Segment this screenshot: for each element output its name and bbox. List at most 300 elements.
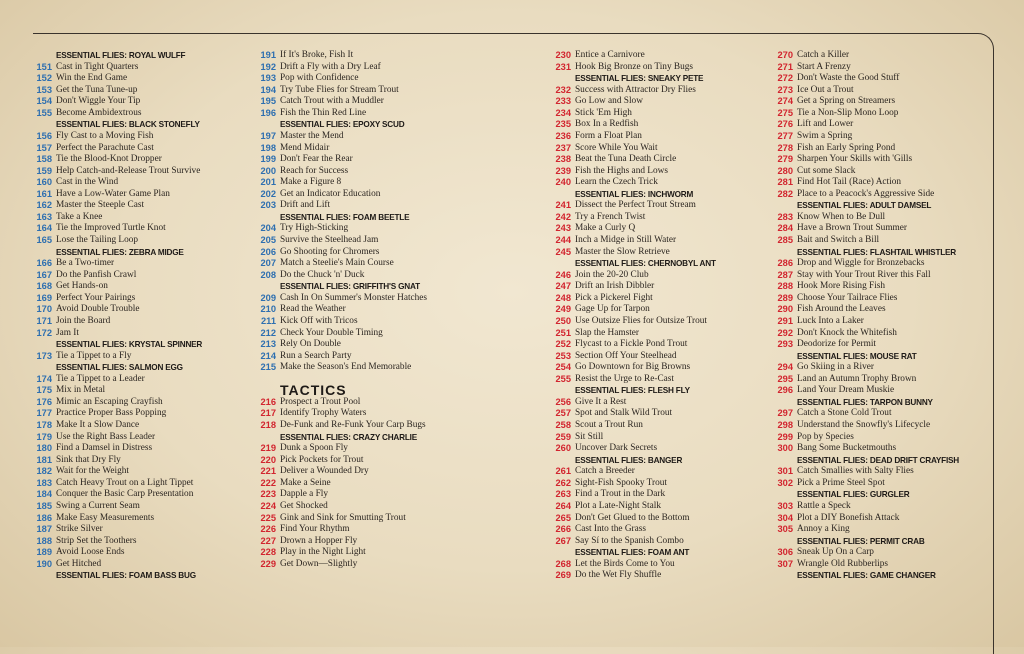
entry-number: 268 xyxy=(555,558,571,569)
entry-number: 169 xyxy=(36,292,52,303)
entry-number: 162 xyxy=(36,200,52,211)
entry-title: Find Hot Tail (Race) Action xyxy=(797,177,902,188)
entry-number: 260 xyxy=(555,443,571,454)
toc-entry[interactable] xyxy=(254,524,474,536)
toc-entry[interactable] xyxy=(771,374,991,386)
toc-entry[interactable] xyxy=(30,212,230,224)
toc-entry[interactable] xyxy=(254,351,474,363)
toc-entry[interactable] xyxy=(254,466,474,478)
entry-number: 194 xyxy=(260,84,276,95)
entry-title: Catch a Stone Cold Trout xyxy=(797,408,892,419)
entry-title: Have a Low-Water Game Plan xyxy=(56,188,170,199)
entry-number: 188 xyxy=(36,535,52,546)
toc-entry[interactable] xyxy=(771,154,991,166)
toc-entry[interactable] xyxy=(771,119,991,131)
toc-entry[interactable] xyxy=(30,351,230,363)
entry-number: 284 xyxy=(777,223,793,234)
toc-entry[interactable] xyxy=(254,108,474,120)
toc-entry[interactable] xyxy=(254,559,474,571)
toc-entry[interactable] xyxy=(30,108,230,120)
toc-entry[interactable] xyxy=(254,258,474,270)
toc-entry[interactable] xyxy=(549,432,759,444)
entry-number: 183 xyxy=(36,477,52,488)
essential-flies-header xyxy=(771,397,991,409)
entry-number: 191 xyxy=(260,50,276,60)
toc-entry[interactable] xyxy=(771,131,991,143)
toc-entry[interactable] xyxy=(549,166,759,178)
toc-entry[interactable] xyxy=(549,501,759,513)
entry-number: 179 xyxy=(36,431,52,442)
entry-title: Catch Trout with a Muddler xyxy=(280,96,384,107)
toc-entry[interactable] xyxy=(771,443,991,455)
toc-entry[interactable] xyxy=(549,374,759,386)
entry-title: Stay with Your Trout River this Fall xyxy=(797,269,931,280)
toc-entry[interactable] xyxy=(254,223,474,235)
essential-flies-header xyxy=(549,385,759,397)
toc-entry[interactable] xyxy=(30,547,230,559)
toc-entry[interactable] xyxy=(254,166,474,178)
entry-number: 187 xyxy=(36,524,52,535)
essential-flies-header xyxy=(30,362,230,374)
entry-title: Deliver a Wounded Dry xyxy=(280,466,369,477)
entry-number: 167 xyxy=(36,269,52,280)
entry-number: 228 xyxy=(260,547,276,558)
toc-entry[interactable] xyxy=(254,177,474,189)
entry-number: 174 xyxy=(36,373,52,384)
entry-title: Cast in Tight Quarters xyxy=(56,61,139,72)
toc-entry[interactable] xyxy=(30,408,230,420)
entry-title: Get Hitched xyxy=(56,558,102,569)
entry-title: Land Your Dream Muskie xyxy=(797,385,895,396)
toc-entry[interactable] xyxy=(771,96,991,108)
toc-entry[interactable] xyxy=(549,570,759,582)
toc-entry[interactable] xyxy=(30,420,230,432)
toc-entry[interactable] xyxy=(549,96,759,108)
entry-title: Try High-Sticking xyxy=(280,223,349,234)
entry-number: 208 xyxy=(260,269,276,280)
toc-entry[interactable] xyxy=(549,223,759,235)
entry-title: Resist the Urge to Re-Cast xyxy=(575,373,674,384)
entry-title: Pick a Prime Steel Spot xyxy=(797,477,885,488)
entry-title: Drop and Wiggle for Bronzebacks xyxy=(797,258,925,269)
entry-number: 155 xyxy=(36,107,52,118)
entry-title: Kick Off with Tricos xyxy=(280,315,358,326)
toc-entry[interactable] xyxy=(771,166,991,178)
toc-entry[interactable] xyxy=(549,408,759,420)
toc-entry[interactable] xyxy=(254,189,474,201)
toc-entry[interactable] xyxy=(771,143,991,155)
entry-title: Use the Right Bass Leader xyxy=(56,431,156,442)
toc-entry[interactable] xyxy=(771,235,991,247)
entry-number: 277 xyxy=(777,130,793,141)
entry-number: 233 xyxy=(555,96,571,107)
toc-entry[interactable] xyxy=(30,455,230,467)
entry-title: Mimic an Escaping Crayfish xyxy=(56,396,163,407)
toc-entry[interactable] xyxy=(771,62,991,74)
toc-entry[interactable] xyxy=(30,62,230,74)
toc-entry[interactable] xyxy=(30,385,230,397)
toc-entry[interactable] xyxy=(549,316,759,328)
toc-entry[interactable] xyxy=(30,270,230,282)
toc-entry[interactable] xyxy=(549,328,759,340)
toc-entry[interactable] xyxy=(771,478,991,490)
entry-number: 153 xyxy=(36,84,52,95)
entry-title: Make a Seine xyxy=(280,477,331,488)
header-label: ESSENTIAL FLIES: DEAD DRIFT CRAYFISH xyxy=(797,455,960,465)
entry-number: 190 xyxy=(36,558,52,569)
toc-entry[interactable] xyxy=(771,177,991,189)
entry-number: 265 xyxy=(555,512,571,523)
entry-title: Deodorize for Permit xyxy=(797,339,876,350)
toc-entry[interactable] xyxy=(549,362,759,374)
toc-entry[interactable] xyxy=(549,559,759,571)
toc-entry[interactable] xyxy=(30,166,230,178)
entry-number: 300 xyxy=(777,443,793,454)
essential-flies-header xyxy=(254,281,474,293)
toc-entry[interactable] xyxy=(254,316,474,328)
toc-entry[interactable] xyxy=(771,293,991,305)
entry-title: Find a Damsel in Distress xyxy=(56,443,153,454)
entry-number: 244 xyxy=(555,235,571,245)
entry-title: Pop by Species xyxy=(797,431,854,442)
entry-number: 195 xyxy=(260,96,276,107)
toc-entry[interactable] xyxy=(30,559,230,571)
toc-entry[interactable] xyxy=(30,235,230,247)
toc-entry[interactable] xyxy=(771,316,991,328)
entry-number: 254 xyxy=(555,362,571,373)
toc-entry[interactable] xyxy=(549,212,759,224)
toc-entry[interactable] xyxy=(549,524,759,536)
toc-entry[interactable] xyxy=(549,489,759,501)
toc-entry[interactable] xyxy=(549,478,759,490)
toc-entry[interactable] xyxy=(771,85,991,97)
entry-title: Rattle a Speck xyxy=(797,500,851,511)
toc-entry[interactable] xyxy=(254,154,474,166)
entry-title: Land an Autumn Trophy Brown xyxy=(797,373,917,384)
entry-number: 192 xyxy=(260,61,276,72)
entry-number: 256 xyxy=(555,396,571,407)
entry-number: 241 xyxy=(555,200,571,211)
toc-entry[interactable] xyxy=(549,536,759,548)
entry-number: 211 xyxy=(261,315,276,326)
entry-number: 275 xyxy=(777,107,793,118)
toc-entry[interactable] xyxy=(30,154,230,166)
entry-title: Make a Curly Q xyxy=(575,223,636,234)
toc-entry[interactable] xyxy=(771,73,991,85)
toc-entry[interactable] xyxy=(254,408,474,420)
entry-number: 178 xyxy=(36,420,52,430)
toc-entry[interactable] xyxy=(30,131,230,143)
toc-entry[interactable] xyxy=(771,408,991,420)
toc-entry[interactable] xyxy=(30,489,230,501)
toc-entry[interactable] xyxy=(549,281,759,293)
entry-title: Go Downtown for Big Browns xyxy=(575,362,691,373)
toc-entry[interactable] xyxy=(254,513,474,525)
entry-number: 288 xyxy=(777,281,793,292)
toc-entry[interactable] xyxy=(549,351,759,363)
entry-title: Understand the Snowfly's Lifecycle xyxy=(797,420,931,430)
entry-number: 258 xyxy=(555,420,571,430)
toc-entry[interactable] xyxy=(549,339,759,351)
toc-entry[interactable] xyxy=(771,108,991,120)
header-label: ESSENTIAL FLIES: ZEBRA MIDGE xyxy=(56,247,184,257)
entry-number: 202 xyxy=(260,188,276,199)
entry-number: 214 xyxy=(260,350,276,361)
toc-entry[interactable] xyxy=(771,524,991,536)
toc-entry[interactable] xyxy=(30,374,230,386)
toc-entry[interactable] xyxy=(771,304,991,316)
entry-title: Fish Around the Leaves xyxy=(797,304,886,315)
toc-entry[interactable] xyxy=(254,420,474,432)
entry-title: Make It a Slow Dance xyxy=(56,420,140,430)
toc-entry[interactable] xyxy=(30,223,230,235)
toc-entry[interactable] xyxy=(254,62,474,74)
toc-entry[interactable] xyxy=(254,478,474,490)
toc-entry[interactable] xyxy=(771,432,991,444)
toc-entry[interactable] xyxy=(771,420,991,432)
toc-entry[interactable] xyxy=(549,466,759,478)
toc-entry[interactable] xyxy=(549,270,759,282)
entry-number: 161 xyxy=(36,188,52,199)
toc-entry[interactable] xyxy=(771,547,991,559)
toc-entry[interactable] xyxy=(254,536,474,548)
entry-number: 240 xyxy=(555,177,571,188)
entry-number: 210 xyxy=(260,304,276,315)
toc-entry[interactable] xyxy=(549,62,759,74)
toc-entry[interactable] xyxy=(771,212,991,224)
toc-entry[interactable] xyxy=(30,328,230,340)
entry-title: Pick Pockets for Trout xyxy=(280,454,364,465)
toc-entry[interactable] xyxy=(254,247,474,259)
toc-entry[interactable] xyxy=(549,247,759,259)
entry-title: Tie a Tippet to a Fly xyxy=(56,350,132,361)
toc-entry[interactable] xyxy=(30,432,230,444)
header-label: ESSENTIAL FLIES: GAME CHANGER xyxy=(797,571,936,581)
entry-number: 186 xyxy=(36,512,52,523)
entry-title: Check Your Double Timing xyxy=(280,327,383,338)
entry-number: 175 xyxy=(36,385,52,396)
toc-entry[interactable] xyxy=(254,96,474,108)
header-label: ESSENTIAL FLIES: FOAM ANT xyxy=(575,548,690,558)
toc-entry[interactable] xyxy=(254,443,474,455)
toc-entry[interactable] xyxy=(771,501,991,513)
header-label: ESSENTIAL FLIES: FLASHTAIL WHISTLER xyxy=(797,247,957,257)
toc-entry[interactable] xyxy=(549,397,759,409)
essential-flies-header xyxy=(30,339,230,351)
entry-title: Do the Panfish Crawl xyxy=(56,269,137,280)
toc-entry[interactable] xyxy=(254,131,474,143)
entry-number: 245 xyxy=(555,246,571,257)
toc-entry[interactable] xyxy=(771,559,991,571)
toc-entry[interactable] xyxy=(30,143,230,155)
toc-entry[interactable] xyxy=(549,119,759,131)
toc-entry[interactable] xyxy=(254,73,474,85)
entry-title: Rely On Double xyxy=(280,339,341,350)
entry-title: Make Easy Measurements xyxy=(56,512,155,523)
header-label: ESSENTIAL FLIES: ADULT DAMSEL xyxy=(797,201,932,211)
toc-entry[interactable] xyxy=(771,281,991,293)
entry-title: Take a Knee xyxy=(56,211,103,222)
toc-entry[interactable] xyxy=(30,293,230,305)
toc-entry[interactable] xyxy=(771,189,991,201)
entry-title: Beat the Tuna Death Circle xyxy=(575,154,677,165)
toc-entry[interactable] xyxy=(30,73,230,85)
entry-number: 232 xyxy=(555,84,571,95)
entry-title: Sight-Fish Spooky Trout xyxy=(575,477,667,488)
toc-entry[interactable] xyxy=(30,189,230,201)
toc-entry[interactable] xyxy=(549,443,759,455)
toc-entry[interactable] xyxy=(771,223,991,235)
toc-entry[interactable] xyxy=(549,177,759,189)
toc-entry[interactable] xyxy=(771,328,991,340)
toc-entry[interactable] xyxy=(549,420,759,432)
entry-title: Catch a Breeder xyxy=(575,466,635,477)
toc-entry[interactable] xyxy=(549,235,759,247)
toc-entry[interactable] xyxy=(30,536,230,548)
toc-entry[interactable] xyxy=(30,85,230,97)
entry-title: Master the Slow Retrieve xyxy=(575,246,670,257)
entry-number: 272 xyxy=(777,73,793,84)
entry-number: 198 xyxy=(260,142,276,153)
entry-number: 235 xyxy=(555,119,571,130)
essential-flies-header xyxy=(30,247,230,259)
toc-entry[interactable] xyxy=(254,397,474,409)
toc-entry[interactable] xyxy=(771,50,991,62)
toc-entry[interactable] xyxy=(30,513,230,525)
entry-title: Strip Set the Toothers xyxy=(56,535,137,546)
section-heading-tactics: TACTICS xyxy=(280,381,347,398)
toc-entry[interactable] xyxy=(549,200,759,212)
entry-title: Mix in Metal xyxy=(56,385,106,396)
entry-number: 189 xyxy=(36,547,52,558)
entry-title: Be a Two-timer xyxy=(56,258,115,269)
toc-entry[interactable] xyxy=(771,513,991,525)
toc-entry[interactable] xyxy=(549,143,759,155)
entry-title: Tie the Blood-Knot Dropper xyxy=(56,154,162,165)
toc-column-2 xyxy=(254,50,474,570)
entry-number: 176 xyxy=(36,396,52,407)
toc-entry[interactable] xyxy=(254,304,474,316)
entry-title: Choose Your Tailrace Flies xyxy=(797,292,898,303)
toc-entry[interactable] xyxy=(30,443,230,455)
toc-entry[interactable] xyxy=(30,501,230,513)
toc-entry[interactable] xyxy=(254,339,474,351)
toc-entry[interactable] xyxy=(30,96,230,108)
toc-entry[interactable] xyxy=(254,362,474,374)
entry-title: Perfect Your Pairings xyxy=(56,292,136,303)
toc-entry[interactable] xyxy=(549,513,759,525)
toc-entry[interactable] xyxy=(549,108,759,120)
entry-number: 196 xyxy=(260,107,276,118)
entry-number: 151 xyxy=(36,61,52,72)
toc-entry[interactable] xyxy=(771,339,991,351)
toc-entry[interactable] xyxy=(549,50,759,62)
toc-entry[interactable] xyxy=(30,200,230,212)
entry-number: 227 xyxy=(260,535,276,546)
entry-title: Find a Trout in the Dark xyxy=(575,489,666,500)
entry-title: Bait and Switch a Bill xyxy=(797,235,880,245)
entry-number: 154 xyxy=(36,96,52,107)
entry-number: 250 xyxy=(555,315,571,326)
toc-entry[interactable] xyxy=(549,131,759,143)
entry-title: Reach for Success xyxy=(280,165,349,176)
toc-entry[interactable] xyxy=(254,200,474,212)
toc-entry[interactable] xyxy=(30,281,230,293)
toc-entry[interactable] xyxy=(254,143,474,155)
toc-entry[interactable] xyxy=(30,304,230,316)
toc-entry[interactable] xyxy=(30,397,230,409)
toc-entry[interactable] xyxy=(254,328,474,340)
entry-number: 290 xyxy=(777,304,793,315)
essential-flies-header xyxy=(30,570,230,582)
entry-number: 271 xyxy=(777,61,793,72)
toc-entry[interactable] xyxy=(254,547,474,559)
entry-title: Know When to Be Dull xyxy=(797,211,886,222)
entry-number: 280 xyxy=(777,165,793,176)
essential-flies-header xyxy=(771,489,991,501)
toc-entry[interactable] xyxy=(30,316,230,328)
entry-title: Don't Fear the Rear xyxy=(280,154,353,165)
toc-entry[interactable] xyxy=(549,85,759,97)
toc-entry[interactable] xyxy=(549,293,759,305)
toc-entry[interactable] xyxy=(254,50,474,62)
toc-entry[interactable] xyxy=(771,385,991,397)
entry-title: Make a Figure 8 xyxy=(280,177,342,188)
toc-entry[interactable] xyxy=(254,270,474,282)
entry-title: Give It a Rest xyxy=(575,396,627,407)
entry-title: Try a French Twist xyxy=(575,211,646,222)
toc-entry[interactable] xyxy=(30,524,230,536)
entry-number: 218 xyxy=(260,420,276,430)
toc-entry[interactable] xyxy=(771,270,991,282)
entry-title: Place to a Peacock's Aggressive Side xyxy=(797,188,935,199)
entry-number: 295 xyxy=(777,373,793,384)
toc-entry[interactable] xyxy=(771,258,991,270)
entry-number: 182 xyxy=(36,466,52,477)
toc-entry[interactable] xyxy=(254,293,474,305)
entry-number: 152 xyxy=(36,73,52,84)
essential-flies-header xyxy=(30,50,230,62)
entry-title: Hook More Rising Fish xyxy=(797,281,886,292)
entry-title: Mend Midair xyxy=(280,142,330,153)
toc-entry[interactable] xyxy=(771,466,991,478)
toc-entry[interactable] xyxy=(30,258,230,270)
entry-number: 253 xyxy=(555,350,571,361)
entry-title: Pick a Pickerel Fight xyxy=(575,292,653,303)
toc-entry[interactable] xyxy=(254,501,474,513)
entry-title: Drift a Fly with a Dry Leaf xyxy=(280,61,381,72)
entry-number: 220 xyxy=(260,454,276,465)
toc-entry[interactable] xyxy=(30,466,230,478)
entry-number: 177 xyxy=(36,408,52,419)
entry-number: 287 xyxy=(777,269,793,280)
toc-entry[interactable] xyxy=(30,478,230,490)
header-label: ESSENTIAL FLIES: CHERNOBYL ANT xyxy=(575,259,716,269)
toc-entry[interactable] xyxy=(549,304,759,316)
toc-entry[interactable] xyxy=(254,85,474,97)
entry-number: 199 xyxy=(260,154,276,165)
toc-entry[interactable] xyxy=(30,177,230,189)
entry-number: 157 xyxy=(36,142,52,153)
toc-entry[interactable] xyxy=(771,362,991,374)
entry-title: Entice a Carnivore xyxy=(575,50,645,60)
toc-entry[interactable] xyxy=(254,489,474,501)
header-label: ESSENTIAL FLIES: MOUSE RAT xyxy=(797,351,917,361)
entry-number: 172 xyxy=(36,327,52,338)
toc-entry[interactable] xyxy=(254,455,474,467)
toc-entry[interactable] xyxy=(549,154,759,166)
toc-entry[interactable] xyxy=(254,235,474,247)
